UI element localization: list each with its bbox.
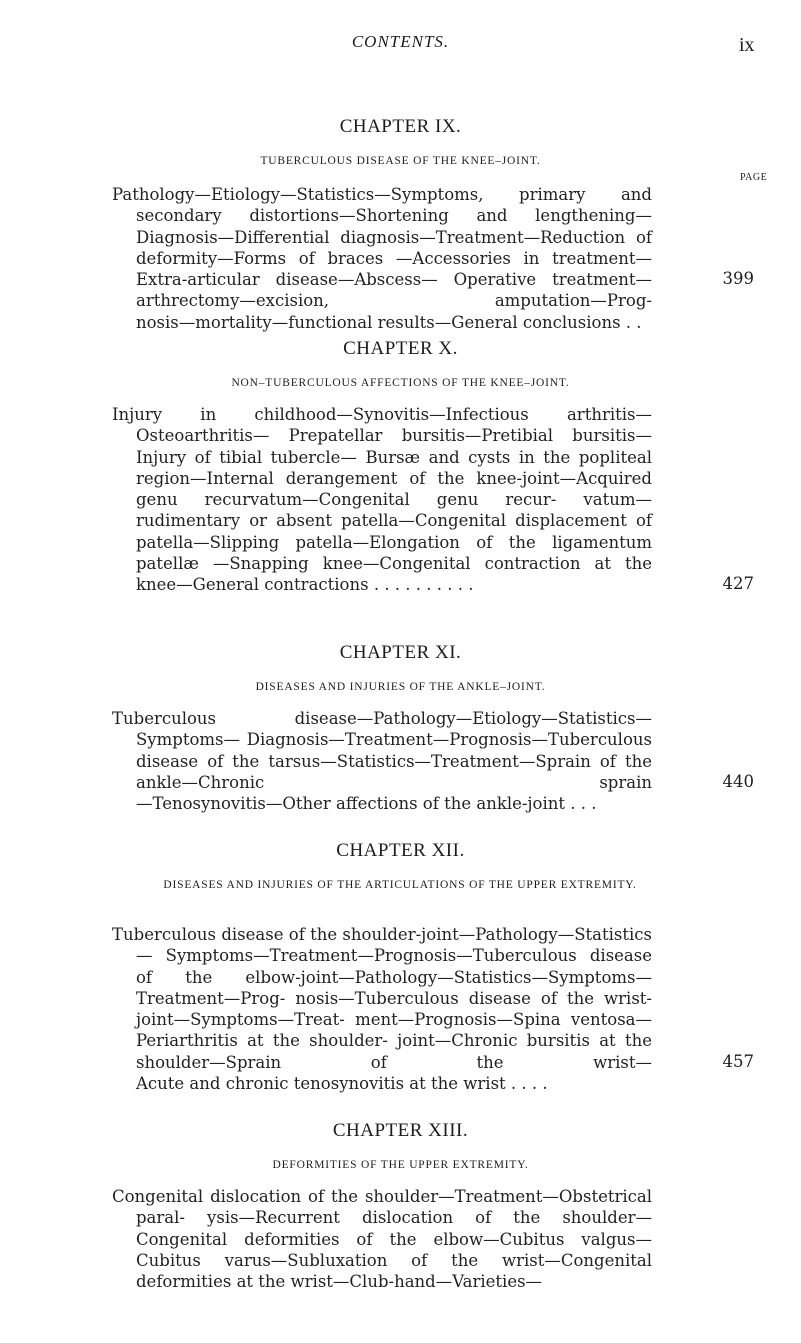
chapter-contents [112, 404, 652, 596]
chapter-contents [112, 924, 652, 1094]
chapter-page-ref: 427 [722, 574, 754, 593]
running-head: CONTENTS. [351, 32, 450, 51]
chapter-title: CHAPTER XI. [339, 642, 462, 663]
chapter-ix [0, 116, 801, 169]
chapter-title: CHAPTER XII. [336, 840, 465, 861]
contents-text: Tuberculous disease—Pathology—Etiology—Statistics—Symptoms— Diagnosis—Treatment—Prognosis—Tuberculous disease of the tarsus—Statistics—Treatment—Sprain of the ankle—Chronic sprain [112, 709, 652, 792]
chapter-x [0, 338, 801, 391]
chapter-subtitle: TUBERCULOUS DISEASE OF THE KNEE–JOINT. [260, 155, 541, 167]
chapter-page-ref: 457 [722, 1052, 754, 1071]
chapter-xii [0, 840, 801, 893]
contents-text: Tuberculous disease of the shoulder-joint—Pathology—Statistics— Symptoms—Treatment—Prognosis—Tuberculous disease of the elbow-joint—Pathology—Statistics—Symptoms—Treatment—Prog- nosis—Tuberculous disease of the wrist-joint—Symptoms—Treat- ment—Prognosis—Spina ventosa—Periarthritis at the shoulder- joint—Chronic bursitis at the shoulder—Sprain of the wrist— [112, 925, 652, 1072]
chapter-contents [112, 1186, 652, 1292]
contents-last-line: contractions . . . . . . . . . . [264, 575, 474, 595]
contents-last-line: —Tenosynovitis—Other affections of the ankle-joint . . . [136, 794, 597, 814]
contents-text: Congenital dislocation of the shoulder—Treatment—Obstetrical paral- ysis—Recurrent dislocation of the shoulder—Congenital deformities of the elbow—Cubitus valgus—Cubitus varus—Subluxation of the wrist—Congenital deformities at the wrist—Club-hand—Varieties— [112, 1187, 652, 1292]
contents-text: Pathology—Etiology—Statistics—Symptoms, primary and secondary distortions—Shortening and lengthening—Diagnosis—Differential diagnosis—Treatment—Reduction of deformity—Forms of braces —Accessories in treatment—Extra-articular disease—Abscess— Operative treatment—arthrectomy—excision, amputation—Prog- [112, 185, 652, 311]
chapter-subtitle: DEFORMITIES OF THE UPPER EXTREMITY. [272, 1159, 529, 1171]
chapter-subtitle: DISEASES AND INJURIES OF THE ARTICULATIONS OF THE UPPER EXTREMITY. [163, 879, 637, 891]
chapter-contents [112, 184, 652, 333]
chapter-title: CHAPTER X. [343, 338, 458, 359]
chapter-subtitle: NON–TUBERCULOUS AFFECTIONS OF THE KNEE–JOINT. [231, 377, 570, 389]
chapter-page-ref: 399 [722, 269, 754, 288]
chapter-title: CHAPTER XIII. [332, 1120, 469, 1141]
contents-last-line: nosis—mortality—functional results—General conclusions . . [136, 312, 642, 332]
chapter-page-ref: 440 [722, 772, 754, 791]
chapter-subtitle: DISEASES AND INJURIES OF THE ANKLE–JOINT. [255, 681, 546, 693]
chapter-contents [112, 708, 652, 814]
contents-text: Injury in childhood—Synovitis—Infectious arthritis—Osteoarthritis— Prepatellar bursitis—Pretibial bursitis—Injury of tibial tubercle— Bursæ and cysts in the popliteal region—Internal derangement of the knee-joint—Acquired genu recurvatum—Congenital genu recur- vatum—rudimentary or absent patella—Congenital displacement of patella—Slipping patella—Elongation of the ligamentum patellæ —Snapping knee—Congenital contraction at the knee—General [112, 405, 652, 595]
page-number: ix [739, 34, 755, 56]
contents-last-line: Acute and chronic tenosynovitis at the wrist . . . . [136, 1074, 548, 1094]
page-column-label: PAGE [740, 172, 768, 183]
chapter-xi [0, 642, 801, 695]
chapter-xiii [0, 1120, 801, 1173]
chapter-title: CHAPTER IX. [339, 116, 462, 137]
